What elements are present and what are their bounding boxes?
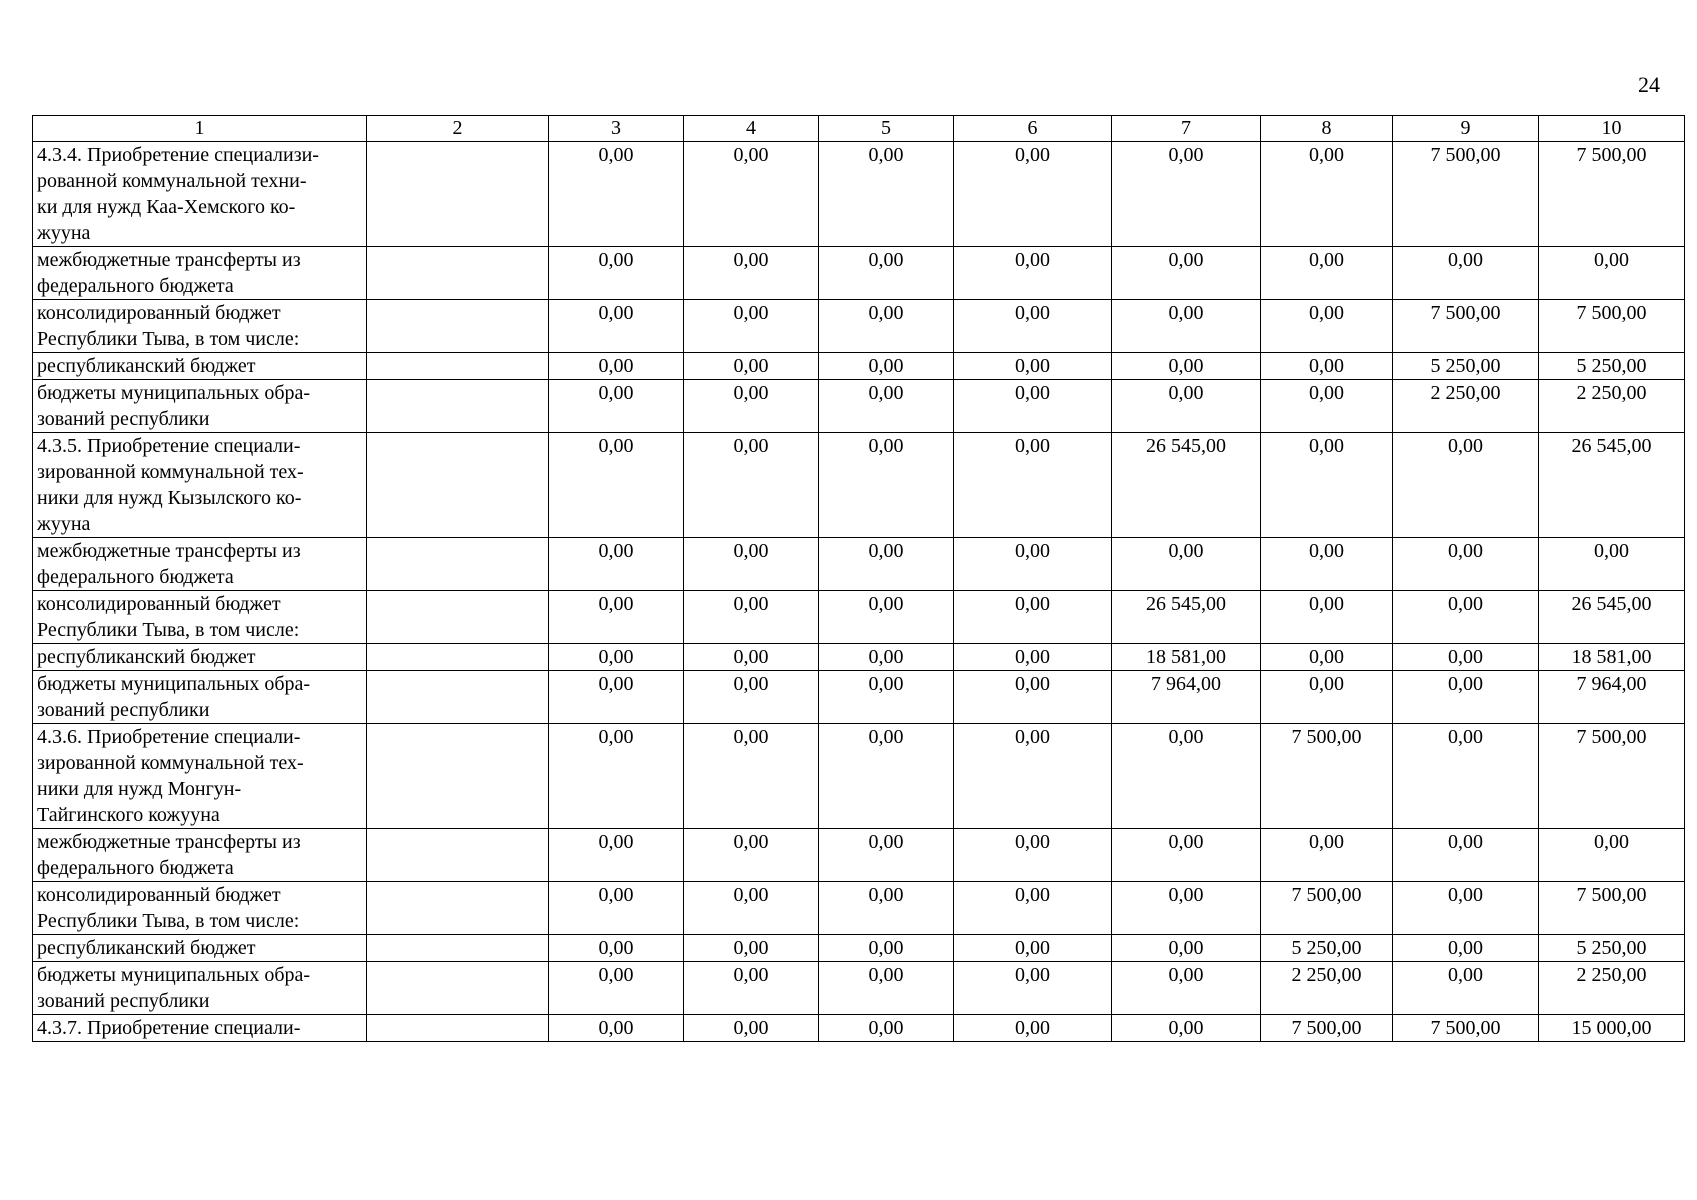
value-cell: 0,00 xyxy=(819,538,954,591)
value-cell: 0,00 xyxy=(1393,591,1539,644)
value-cell: 7 964,00 xyxy=(1539,671,1685,724)
value-cell: 0,00 xyxy=(819,142,954,247)
row-label: бюджеты муниципальных обра- зований республики xyxy=(33,962,367,1015)
table-row xyxy=(33,1015,1685,1042)
value-cell: 7 500,00 xyxy=(1261,1015,1393,1042)
budget-table xyxy=(32,115,1685,1042)
value-cell: 0,00 xyxy=(954,142,1112,247)
value-cell: 0,00 xyxy=(549,644,684,671)
value-cell: 0,00 xyxy=(549,724,684,829)
column-2-cell xyxy=(367,935,549,962)
value-cell: 0,00 xyxy=(819,591,954,644)
table-row xyxy=(33,962,1685,1015)
column-2-cell xyxy=(367,380,549,433)
value-cell: 0,00 xyxy=(819,671,954,724)
value-cell: 2 250,00 xyxy=(1539,380,1685,433)
column-2-cell xyxy=(367,142,549,247)
row-label: 4.3.5. Приобретение специали- зированной коммунальной тех- ники для нужд Кызылского ко- жууна xyxy=(33,433,367,538)
value-cell: 0,00 xyxy=(684,538,819,591)
table-row xyxy=(33,644,1685,671)
value-cell: 26 545,00 xyxy=(1112,433,1261,538)
value-cell: 0,00 xyxy=(1261,380,1393,433)
value-cell: 0,00 xyxy=(1261,644,1393,671)
value-cell: 0,00 xyxy=(1261,353,1393,380)
table-row xyxy=(33,142,1685,247)
row-label: консолидированный бюджет Республики Тыва, в том числе: xyxy=(33,300,367,353)
value-cell: 0,00 xyxy=(684,935,819,962)
value-cell: 0,00 xyxy=(954,300,1112,353)
table-row xyxy=(33,247,1685,300)
table-row xyxy=(33,935,1685,962)
value-cell: 5 250,00 xyxy=(1393,353,1539,380)
value-cell: 0,00 xyxy=(954,935,1112,962)
value-cell: 0,00 xyxy=(954,433,1112,538)
value-cell: 5 250,00 xyxy=(1261,935,1393,962)
value-cell: 0,00 xyxy=(1261,591,1393,644)
value-cell: 0,00 xyxy=(819,247,954,300)
value-cell: 0,00 xyxy=(1393,829,1539,882)
value-cell: 2 250,00 xyxy=(1393,380,1539,433)
value-cell: 0,00 xyxy=(549,247,684,300)
column-header: 1 xyxy=(33,116,367,142)
table-header-row xyxy=(33,116,1685,142)
value-cell: 0,00 xyxy=(549,935,684,962)
value-cell: 0,00 xyxy=(1393,724,1539,829)
value-cell: 0,00 xyxy=(819,380,954,433)
column-2-cell xyxy=(367,829,549,882)
table-row xyxy=(33,671,1685,724)
column-2-cell xyxy=(367,353,549,380)
value-cell: 7 500,00 xyxy=(1539,142,1685,247)
value-cell: 5 250,00 xyxy=(1539,353,1685,380)
value-cell: 7 500,00 xyxy=(1539,882,1685,935)
value-cell: 0,00 xyxy=(954,591,1112,644)
value-cell: 0,00 xyxy=(1261,300,1393,353)
row-label: бюджеты муниципальных обра- зований республики xyxy=(33,380,367,433)
column-2-cell xyxy=(367,1015,549,1042)
value-cell: 7 500,00 xyxy=(1261,882,1393,935)
value-cell: 7 500,00 xyxy=(1393,1015,1539,1042)
value-cell: 0,00 xyxy=(549,142,684,247)
column-header: 7 xyxy=(1112,116,1261,142)
value-cell: 0,00 xyxy=(1112,935,1261,962)
value-cell: 7 500,00 xyxy=(1393,300,1539,353)
value-cell: 0,00 xyxy=(1539,538,1685,591)
value-cell: 0,00 xyxy=(549,1015,684,1042)
value-cell: 15 000,00 xyxy=(1539,1015,1685,1042)
value-cell: 0,00 xyxy=(819,353,954,380)
value-cell: 0,00 xyxy=(1112,353,1261,380)
table-row xyxy=(33,591,1685,644)
value-cell: 0,00 xyxy=(549,353,684,380)
value-cell: 7 500,00 xyxy=(1539,300,1685,353)
value-cell: 0,00 xyxy=(1112,1015,1261,1042)
value-cell: 0,00 xyxy=(549,671,684,724)
value-cell: 0,00 xyxy=(954,1015,1112,1042)
value-cell: 18 581,00 xyxy=(1539,644,1685,671)
value-cell: 26 545,00 xyxy=(1539,433,1685,538)
value-cell: 0,00 xyxy=(684,380,819,433)
table-row xyxy=(33,829,1685,882)
value-cell: 0,00 xyxy=(954,882,1112,935)
value-cell: 0,00 xyxy=(684,724,819,829)
value-cell: 0,00 xyxy=(1112,882,1261,935)
value-cell: 7 500,00 xyxy=(1261,724,1393,829)
value-cell: 0,00 xyxy=(819,644,954,671)
value-cell: 7 500,00 xyxy=(1539,724,1685,829)
table-row xyxy=(33,353,1685,380)
value-cell: 0,00 xyxy=(1393,935,1539,962)
value-cell: 2 250,00 xyxy=(1539,962,1685,1015)
value-cell: 0,00 xyxy=(1112,247,1261,300)
value-cell: 0,00 xyxy=(819,882,954,935)
column-header: 5 xyxy=(819,116,954,142)
value-cell: 0,00 xyxy=(1112,962,1261,1015)
row-label: 4.3.4. Приобретение специализи- рованной коммунальной техни- ки для нужд Каа-Хемского ко- жууна xyxy=(33,142,367,247)
value-cell: 0,00 xyxy=(1261,247,1393,300)
value-cell: 0,00 xyxy=(954,538,1112,591)
value-cell: 0,00 xyxy=(1112,142,1261,247)
value-cell: 0,00 xyxy=(1393,433,1539,538)
table-row xyxy=(33,538,1685,591)
value-cell: 0,00 xyxy=(1393,247,1539,300)
value-cell: 7 500,00 xyxy=(1393,142,1539,247)
row-label: межбюджетные трансферты из федерального бюджета xyxy=(33,829,367,882)
column-2-cell xyxy=(367,247,549,300)
value-cell: 0,00 xyxy=(819,724,954,829)
value-cell: 0,00 xyxy=(819,935,954,962)
column-2-cell xyxy=(367,300,549,353)
value-cell: 0,00 xyxy=(1393,962,1539,1015)
value-cell: 0,00 xyxy=(819,433,954,538)
table-row xyxy=(33,433,1685,538)
value-cell: 0,00 xyxy=(549,591,684,644)
value-cell: 7 964,00 xyxy=(1112,671,1261,724)
column-header: 9 xyxy=(1393,116,1539,142)
value-cell: 0,00 xyxy=(954,724,1112,829)
value-cell: 2 250,00 xyxy=(1261,962,1393,1015)
row-label: 4.3.6. Приобретение специали- зированной коммунальной тех- ники для нужд Монгун- Тайгинского кожууна xyxy=(33,724,367,829)
value-cell: 0,00 xyxy=(1393,671,1539,724)
row-label: консолидированный бюджет Республики Тыва, в том числе: xyxy=(33,591,367,644)
row-label: межбюджетные трансферты из федерального бюджета xyxy=(33,247,367,300)
value-cell: 0,00 xyxy=(819,300,954,353)
column-header: 10 xyxy=(1539,116,1685,142)
value-cell: 0,00 xyxy=(1261,671,1393,724)
value-cell: 0,00 xyxy=(549,882,684,935)
value-cell: 0,00 xyxy=(1539,829,1685,882)
table-row xyxy=(33,724,1685,829)
value-cell: 0,00 xyxy=(1539,247,1685,300)
column-2-cell xyxy=(367,882,549,935)
column-header: 8 xyxy=(1261,116,1393,142)
table-row xyxy=(33,380,1685,433)
value-cell: 0,00 xyxy=(684,353,819,380)
table-row xyxy=(33,882,1685,935)
value-cell: 0,00 xyxy=(954,353,1112,380)
row-label: бюджеты муниципальных обра- зований республики xyxy=(33,671,367,724)
value-cell: 18 581,00 xyxy=(1112,644,1261,671)
value-cell: 0,00 xyxy=(954,247,1112,300)
value-cell: 0,00 xyxy=(954,829,1112,882)
value-cell: 0,00 xyxy=(549,962,684,1015)
value-cell: 0,00 xyxy=(1112,300,1261,353)
column-header: 6 xyxy=(954,116,1112,142)
column-2-cell xyxy=(367,644,549,671)
row-label: консолидированный бюджет Республики Тыва, в том числе: xyxy=(33,882,367,935)
column-2-cell xyxy=(367,433,549,538)
page-number: 24 xyxy=(1638,72,1660,97)
column-2-cell xyxy=(367,671,549,724)
value-cell: 0,00 xyxy=(1261,433,1393,538)
column-2-cell xyxy=(367,724,549,829)
value-cell: 0,00 xyxy=(684,1015,819,1042)
value-cell: 0,00 xyxy=(684,962,819,1015)
value-cell: 0,00 xyxy=(684,829,819,882)
row-label: 4.3.7. Приобретение специали- xyxy=(33,1015,367,1042)
value-cell: 0,00 xyxy=(549,380,684,433)
row-label: республиканский бюджет xyxy=(33,353,367,380)
value-cell: 0,00 xyxy=(1393,644,1539,671)
column-2-cell xyxy=(367,591,549,644)
column-2-cell xyxy=(367,538,549,591)
value-cell: 0,00 xyxy=(819,962,954,1015)
value-cell: 0,00 xyxy=(684,591,819,644)
value-cell: 0,00 xyxy=(549,538,684,591)
row-label: республиканский бюджет xyxy=(33,935,367,962)
table-body xyxy=(33,142,1685,1042)
value-cell: 0,00 xyxy=(954,644,1112,671)
value-cell: 0,00 xyxy=(549,829,684,882)
value-cell: 0,00 xyxy=(1261,538,1393,591)
value-cell: 0,00 xyxy=(819,1015,954,1042)
value-cell: 0,00 xyxy=(1112,724,1261,829)
value-cell: 0,00 xyxy=(684,247,819,300)
value-cell: 0,00 xyxy=(1112,380,1261,433)
value-cell: 0,00 xyxy=(549,300,684,353)
value-cell: 0,00 xyxy=(684,300,819,353)
value-cell: 5 250,00 xyxy=(1539,935,1685,962)
value-cell: 0,00 xyxy=(954,671,1112,724)
row-label: республиканский бюджет xyxy=(33,644,367,671)
value-cell: 0,00 xyxy=(819,829,954,882)
value-cell: 0,00 xyxy=(684,433,819,538)
value-cell: 0,00 xyxy=(684,142,819,247)
table-row xyxy=(33,300,1685,353)
value-cell: 0,00 xyxy=(549,433,684,538)
value-cell: 0,00 xyxy=(684,671,819,724)
value-cell: 0,00 xyxy=(684,882,819,935)
value-cell: 26 545,00 xyxy=(1539,591,1685,644)
value-cell: 0,00 xyxy=(1112,538,1261,591)
value-cell: 0,00 xyxy=(1393,882,1539,935)
value-cell: 0,00 xyxy=(954,962,1112,1015)
column-header: 3 xyxy=(549,116,684,142)
row-label: межбюджетные трансферты из федерального бюджета xyxy=(33,538,367,591)
value-cell: 0,00 xyxy=(1112,829,1261,882)
value-cell: 0,00 xyxy=(684,644,819,671)
value-cell: 0,00 xyxy=(1261,142,1393,247)
value-cell: 0,00 xyxy=(1393,538,1539,591)
column-header: 2 xyxy=(367,116,549,142)
column-2-cell xyxy=(367,962,549,1015)
value-cell: 0,00 xyxy=(1261,829,1393,882)
value-cell: 0,00 xyxy=(954,380,1112,433)
column-header: 4 xyxy=(684,116,819,142)
value-cell: 26 545,00 xyxy=(1112,591,1261,644)
